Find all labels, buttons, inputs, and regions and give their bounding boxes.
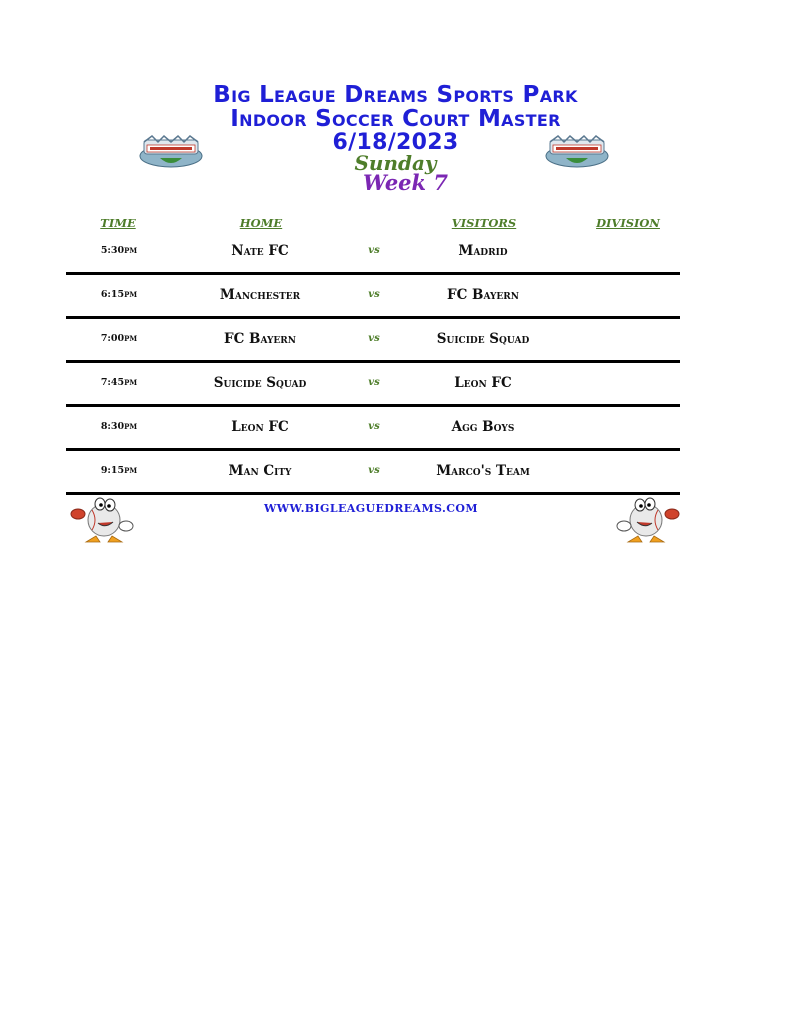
visiting-team: FC Bayern [447, 287, 519, 303]
schedule-week: Week 7 [362, 170, 449, 195]
game-time: 5:30pm [100, 245, 138, 256]
baseball-mascot-icon [612, 496, 682, 544]
versus-label: vs [368, 333, 380, 344]
row-divider [66, 492, 680, 495]
versus-label: vs [368, 245, 380, 256]
game-row [66, 405, 680, 449]
versus-label: vs [368, 465, 380, 476]
game-time: 7:00pm [100, 333, 138, 344]
schedule-title: Indoor Soccer Court Master [230, 106, 561, 132]
visiting-team: Suicide Squad [436, 331, 530, 347]
versus-label: vs [368, 289, 380, 300]
baseball-mascot-icon [68, 496, 138, 544]
game-row [66, 273, 680, 317]
game-row [66, 361, 680, 405]
visiting-team: Marco's Team [436, 463, 530, 479]
visiting-team: Leon FC [454, 375, 512, 391]
game-time: 6:15pm [100, 289, 138, 300]
stadium-logo-icon [138, 134, 204, 170]
column-header-division: DIVISION [596, 216, 660, 230]
versus-label: vs [368, 421, 380, 432]
column-header-time: TIME [100, 216, 136, 230]
game-row [66, 317, 680, 361]
versus-label: vs [368, 377, 380, 388]
home-team: Man City [228, 463, 292, 479]
schedule-date: 6/18/2023 [332, 130, 459, 155]
visiting-team: Madrid [458, 243, 508, 259]
game-row [66, 449, 680, 493]
home-team: Leon FC [231, 419, 289, 435]
column-header-home: HOME [239, 216, 283, 230]
home-team: Nate FC [231, 243, 289, 259]
game-time: 9:15pm [100, 465, 138, 476]
schedule-day: Sunday [354, 151, 437, 175]
game-time: 8:30pm [100, 421, 138, 432]
home-team: Suicide Squad [213, 375, 307, 391]
visiting-team: Agg Boys [451, 419, 515, 435]
stadium-logo-icon [544, 134, 610, 170]
park-name-title: Big League Dreams Sports Park [213, 82, 578, 108]
website-link[interactable]: WWW.BIGLEAGUEDREAMS.COM [264, 502, 478, 515]
game-time: 7:45pm [100, 377, 138, 388]
home-team: FC Bayern [224, 331, 296, 347]
game-row [66, 229, 680, 273]
column-header-visitors: VISITORS [451, 216, 517, 230]
home-team: Manchester [219, 287, 301, 303]
